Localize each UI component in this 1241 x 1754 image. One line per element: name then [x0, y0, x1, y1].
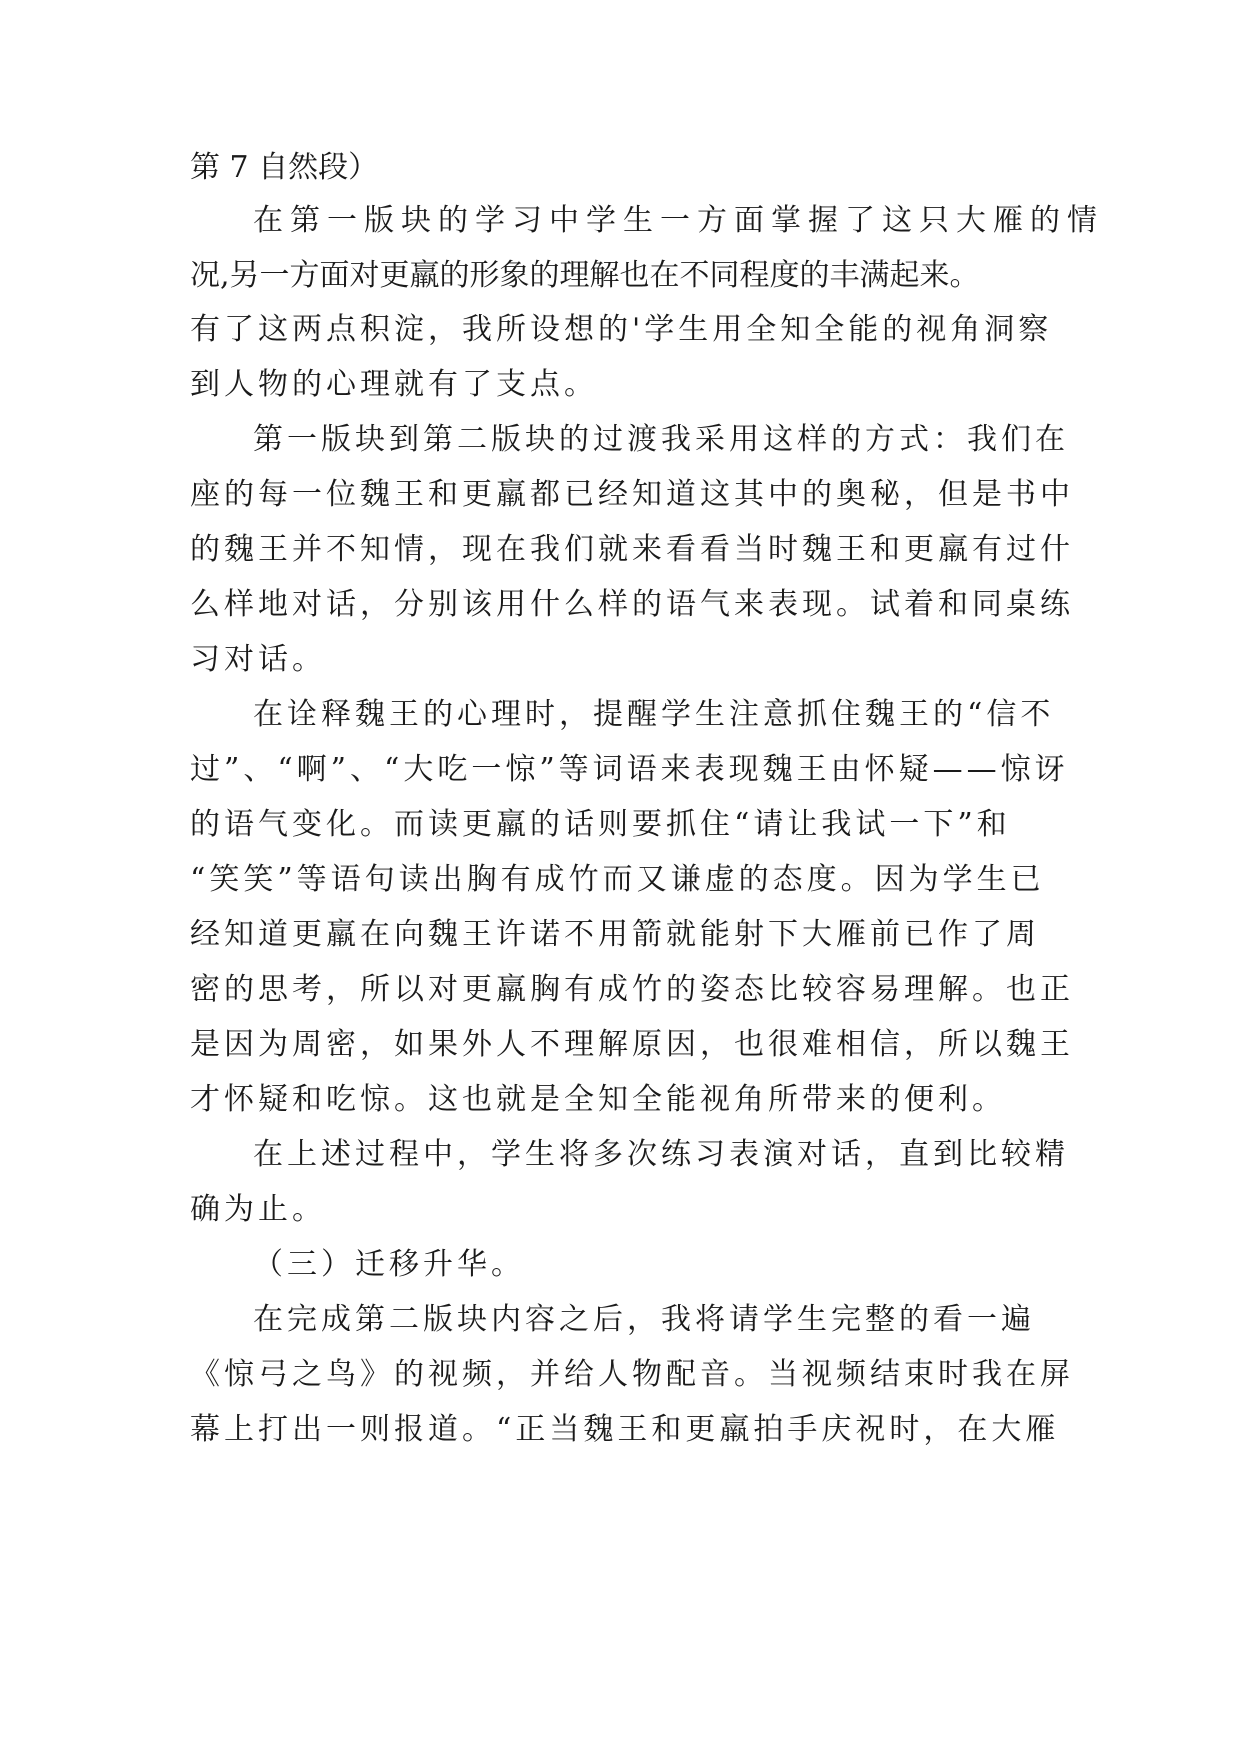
text-line: 过”、“啊”、“大吃一惊”等词语来表现魏王由怀疑——惊讶	[190, 752, 1069, 787]
text-line: 的语气变化。而读更羸的话则要抓住“请让我试一下”和	[190, 807, 1011, 842]
text-line: 密的思考，所以对更羸胸有成竹的姿态比较容易理解。也正	[190, 972, 1074, 1007]
text-line: 况,另一方面对更羸的形象的理解也在不同程度的丰满起来。	[190, 258, 980, 293]
text-line: 到人物的心理就有了支点。	[190, 367, 598, 402]
text-line: 才怀疑和吃惊。这也就是全知全能视角所带来的便利。	[190, 1082, 1006, 1117]
text-line: 座的每一位魏王和更羸都已经知道这其中的奥秘，但是书中	[190, 477, 1074, 512]
text-line: 《惊弓之鸟》的视频，并给人物配音。当视频结束时我在屏	[190, 1357, 1074, 1392]
text-line: 习对话。	[190, 642, 326, 677]
text-line: 在第一版块的学习中学生一方面掌握了这只大雁的情	[253, 203, 1104, 238]
text-line: 么样地对话，分别该用什么样的语气来表现。试着和同桌练	[190, 587, 1074, 622]
text-line: 在上述过程中，学生将多次练习表演对话，直到比较精	[253, 1137, 1069, 1172]
text-line: 的魏王并不知情，现在我们就来看看当时魏王和更羸有过什	[190, 532, 1074, 567]
text-line: 是因为周密，如果外人不理解原因，也很难相信，所以魏王	[190, 1027, 1074, 1062]
text-line: “笑笑”等语句读出胸有成竹而又谦虚的态度。因为学生已	[190, 862, 1045, 897]
text-line: 在完成第二版块内容之后，我将请学生完整的看一遍	[253, 1302, 1035, 1337]
text-line: 第 7 自然段）	[190, 150, 379, 185]
text-line: 第一版块到第二版块的过渡我采用这样的方式：我们在	[253, 422, 1069, 457]
text-line: 幕上打出一则报道。“正当魏王和更羸拍手庆祝时，在大雁	[190, 1412, 1060, 1447]
text-line: 经知道更羸在向魏王许诺不用箭就能射下大雁前已作了周	[190, 917, 1040, 952]
section-heading: （三）迁移升华。	[253, 1247, 525, 1282]
text-line: 确为止。	[190, 1192, 326, 1227]
text-line: 有了这两点积淀，我所设想的'学生用全知全能的视角洞察	[190, 312, 1053, 347]
text-line: 在诠释魏王的心理时，提醒学生注意抓住魏王的“信不	[253, 697, 1055, 732]
